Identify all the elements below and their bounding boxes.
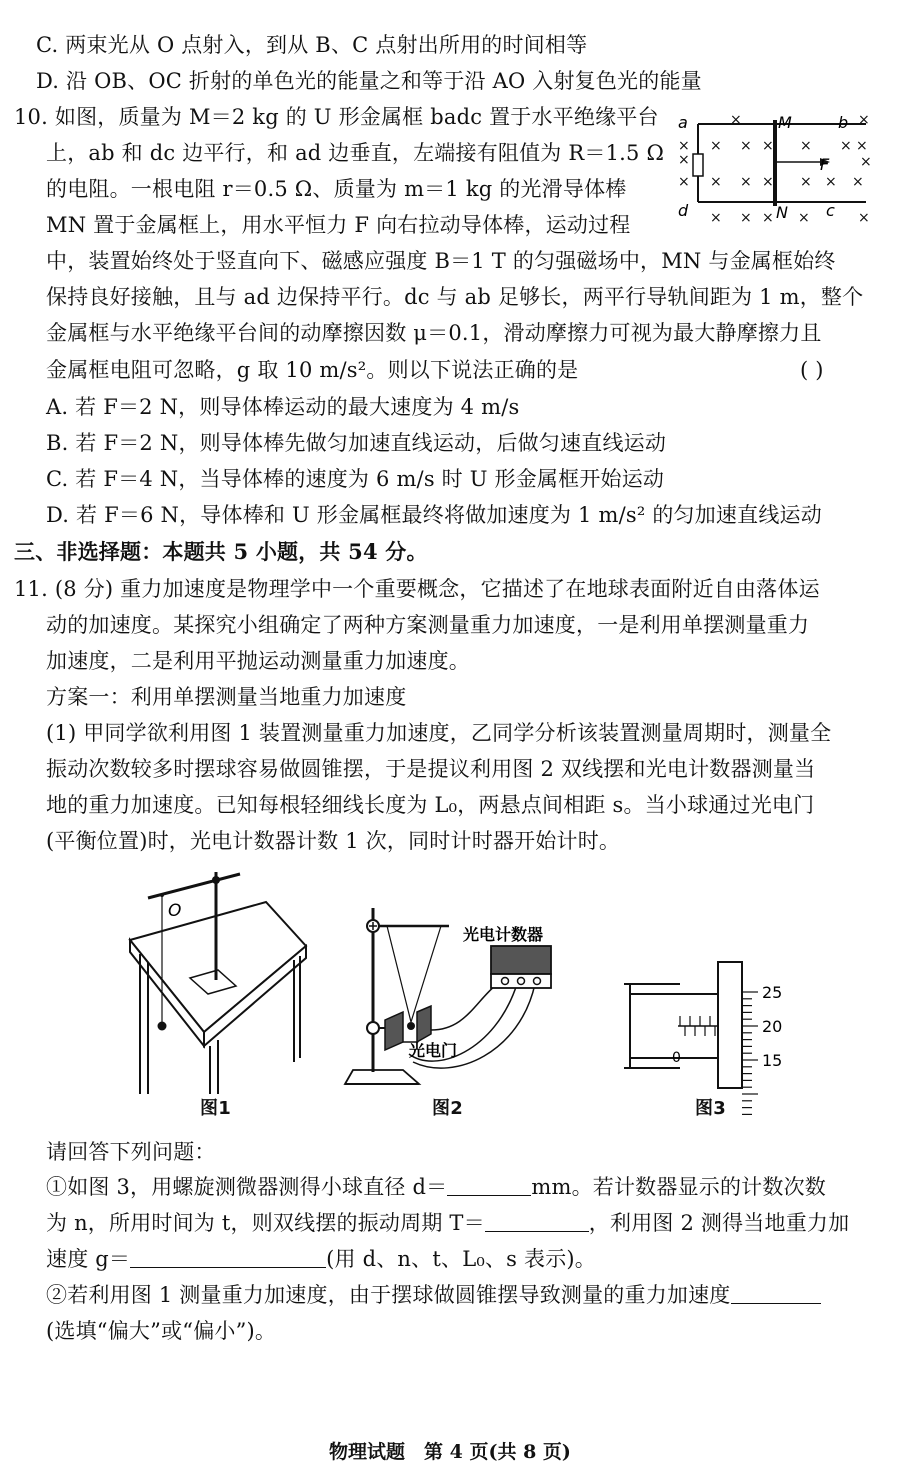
- q11-p1-line-4: (平衡位置)时，光电计数器计数 1 次，同时计时器开始计时。: [46, 829, 621, 853]
- field-x-mark: ×: [858, 210, 870, 226]
- q11-line-3: 加速度，二是利用平抛运动测量重力加速度。: [46, 649, 470, 673]
- q11-p1-line-3: 地的重力加速度。已知每根轻细线长度为 L₀，两悬点间相距 s。当小球通过光电门: [46, 793, 815, 817]
- field-x-mark: ×: [840, 138, 852, 154]
- answer-paren: ( ): [800, 358, 824, 382]
- gravity-blank[interactable]: [130, 1245, 326, 1268]
- field-x-mark: ×: [710, 138, 722, 154]
- period-blank[interactable]: [485, 1209, 589, 1232]
- q10-option-b: B. 若 F＝2 N，则导体棒先做匀加速直线运动，后做匀速直线运动: [46, 431, 667, 455]
- answer-1-line-3-prefix: 速度 g＝: [46, 1247, 131, 1271]
- field-x-mark: ×: [856, 138, 868, 154]
- label-c: c: [826, 201, 835, 220]
- field-x-mark: ×: [740, 174, 752, 190]
- q11-p1-line-2: 振动次数较多时摆球容易做圆锥摆，于是提议利用图 2 双线摆和光电计数器测量当: [46, 757, 816, 781]
- q10-option-a: A. 若 F＝2 N，则导体棒运动的最大速度为 4 m/s: [46, 395, 520, 419]
- figure-2-bifilar-pendulum: [345, 902, 565, 1092]
- page-footer: 物理试题 第 4 页(共 8 页): [329, 1441, 571, 1463]
- resistor-icon: [693, 154, 703, 176]
- prev-option-c: C. 两束光从 O 点射入，到从 B、C 点射出所用的时间相等: [36, 33, 588, 57]
- label-o: O: [168, 901, 182, 921]
- q10-option-c: C. 若 F＝4 N，当导体棒的速度为 6 m/s 时 U 形金属框开始运动: [46, 467, 665, 491]
- field-x-mark: ×: [800, 138, 812, 154]
- answer-1-line-1-prefix: ①如图 3，用螺旋测微器测得小球直径 d＝: [46, 1175, 448, 1199]
- figure-1-caption: 图1: [200, 1098, 231, 1119]
- field-x-mark: ×: [852, 174, 864, 190]
- figure-3-caption: 图3: [695, 1098, 726, 1119]
- q10-line-3: 的电阻。一根电阻 r＝0.5 Ω、质量为 m＝1 kg 的光滑导体棒: [46, 177, 627, 201]
- prev-option-d: D. 沿 OB、OC 折射的单色光的能量之和等于沿 AO 入射复色光的能量: [36, 69, 702, 93]
- q10-line-7: 金属框与水平绝缘平台间的动摩擦因数 μ＝0.1，滑动摩擦力可视为最大静摩擦力且: [46, 321, 822, 345]
- answer-1-line-1: [46, 1172, 826, 1202]
- q11-ask: 请回答下列问题：: [46, 1140, 216, 1164]
- tick-0-label: 0: [672, 1050, 681, 1066]
- q11-p1-line-1: (1) 甲同学欲利用图 1 装置测量重力加速度，乙同学分析该装置测量周期时，测量全: [46, 721, 832, 745]
- figure-1-pendulum: [118, 862, 313, 1094]
- field-x-mark: ×: [710, 174, 722, 190]
- answer-1-line-2-suffix: ，利用图 2 测得当地重力加: [588, 1211, 850, 1235]
- answer-1-line-2: [46, 1208, 849, 1238]
- label-n: N: [776, 203, 788, 222]
- answer-2-line-1-text: ②若利用图 1 测量重力加速度，由于摆球做圆锥摆导致测量的重力加速度: [46, 1283, 731, 1307]
- thimble: [718, 962, 742, 1088]
- answer-1-line-3-suffix: (用 d、n、t、L₀、s 表示)。: [326, 1247, 597, 1271]
- field-x-mark: ×: [678, 152, 690, 168]
- q10-option-d: D. 若 F＝6 N，导体棒和 U 形金属框最终将做加速度为 1 m/s² 的匀加速直线运动: [46, 503, 822, 527]
- counter-label: 光电计数器: [463, 925, 544, 944]
- q10-line-5: 中，装置始终处于竖直向下、磁感应强度 B＝1 T 的匀强磁场中，MN 与金属框始终: [46, 249, 836, 273]
- field-x-mark: ×: [710, 210, 722, 226]
- label-m: M: [778, 113, 792, 132]
- pendulum-ball-icon: [158, 1022, 167, 1031]
- q10-line-2: 上，ab 和 dc 边平行，和 ad 边垂直，左端接有阻值为 R＝1.5 Ω: [46, 141, 665, 165]
- tick-25-label: 25: [762, 983, 783, 1002]
- field-x-mark: ×: [858, 112, 870, 128]
- photoelectric-counter-icon: [491, 946, 551, 974]
- answer-1-line-3: [46, 1244, 596, 1274]
- answer-1-line-2-prefix: 为 n，所用时间为 t，则双线摆的振动周期 T＝: [46, 1211, 485, 1235]
- field-x-mark: ×: [678, 138, 690, 154]
- q10-line-1: 10. 如图，质量为 M＝2 kg 的 U 形金属框 badc 置于水平绝缘平台: [14, 105, 659, 129]
- label-b: b: [838, 113, 849, 132]
- q11-line-2: 动的加速度。某探究小组确定了两种方案测量重力加速度，一是利用单摆测量重力: [46, 613, 810, 637]
- field-x-mark: ×: [825, 174, 837, 190]
- q11-line-1: 11. (8 分) 重力加速度是物理学中一个重要概念，它描述了在地球表面附近自由落体运: [14, 577, 820, 601]
- figure-2-caption: 图2: [432, 1098, 463, 1119]
- answer-1-line-1-suffix: mm。若计数器显示的计数次数: [531, 1175, 826, 1199]
- field-x-mark: ×: [860, 154, 872, 170]
- field-x-mark: ×: [730, 112, 742, 128]
- q11-scheme-1: 方案一：利用单摆测量当地重力加速度: [46, 685, 407, 709]
- q10-line-4: MN 置于金属框上，用水平恒力 F 向右拉动导体棒，运动过程: [46, 213, 631, 237]
- field-x-mark: ×: [740, 210, 752, 226]
- field-x-mark: ×: [740, 138, 752, 154]
- label-d: d: [678, 201, 689, 220]
- q10-circuit-figure: [670, 104, 870, 224]
- tick-15-label: 15: [762, 1051, 783, 1070]
- gate-label: 光电门: [409, 1041, 458, 1060]
- field-x-mark: ×: [798, 210, 810, 226]
- section-3-heading: 三、非选择题：本题共 5 小题，共 54 分。: [14, 539, 428, 564]
- answer-2-line-1: [46, 1280, 821, 1310]
- q10-line-6: 保持良好接触，且与 ad 边保持平行。dc 与 ab 足够长，两平行导轨间距为 1 m，整个: [46, 285, 864, 309]
- q10-line-8: 金属框电阻可忽略，g 取 10 m/s²。则以下说法正确的是: [46, 358, 579, 382]
- label-a: a: [678, 113, 688, 132]
- field-x-mark: ×: [762, 174, 774, 190]
- field-x-mark: ×: [678, 174, 690, 190]
- field-x-mark: ×: [762, 210, 774, 226]
- figure-3-micrometer: [620, 962, 800, 1090]
- field-x-mark: ×: [762, 138, 774, 154]
- label-f: F: [820, 155, 830, 174]
- field-x-mark: ×: [800, 174, 812, 190]
- photogate-icon: [385, 1012, 403, 1050]
- diameter-blank[interactable]: [447, 1173, 531, 1196]
- answer-2-line-2: (选填“偏大”或“偏小”)。: [46, 1319, 277, 1343]
- tick-20-label: 20: [762, 1017, 783, 1036]
- bias-blank[interactable]: [731, 1281, 821, 1304]
